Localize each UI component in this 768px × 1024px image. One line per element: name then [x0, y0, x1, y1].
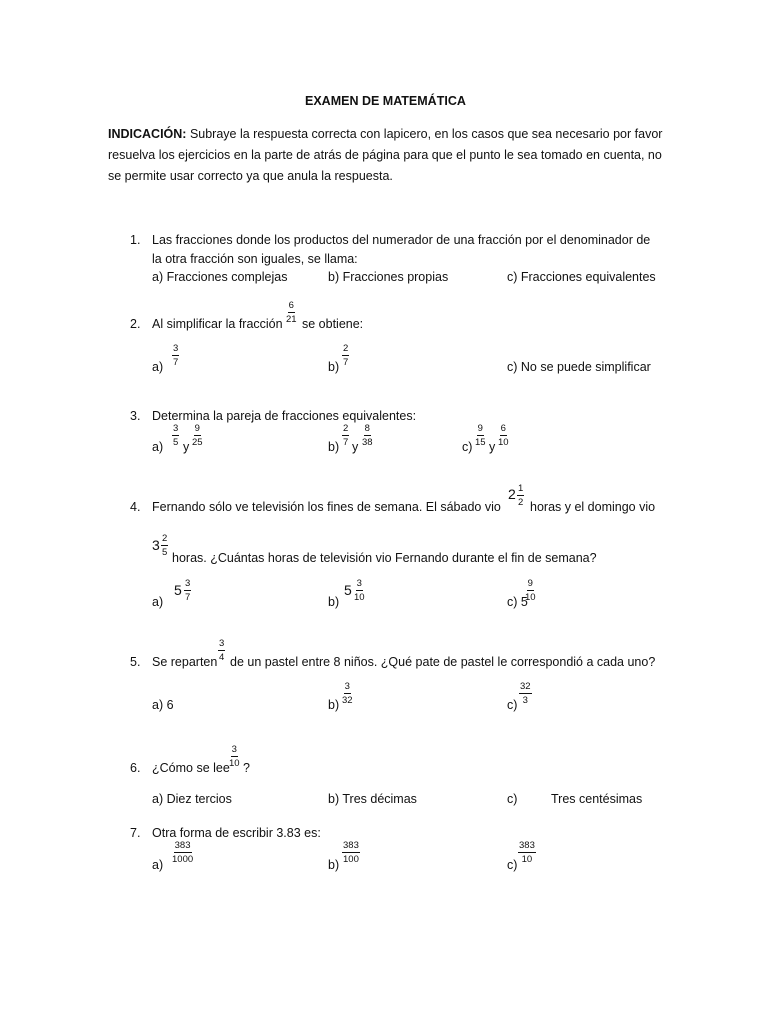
question-text: ? [243, 761, 250, 775]
question-text: de un pastel entre 8 niños. ¿Qué pate de pastel le correspondió a cada uno? [230, 655, 656, 669]
option-c: c) [507, 698, 518, 712]
option-b: b) Tres décimas [328, 792, 417, 806]
option-a: a) [152, 360, 164, 374]
fraction: $\frac{1}{2}$ [518, 483, 524, 508]
option-a: a) 6 [152, 698, 174, 712]
mixed-whole: 3 [152, 537, 160, 553]
fraction: $\frac{2}{7}$ [343, 343, 349, 368]
question-text: ¿Cómo se lee [152, 761, 230, 775]
option-a: a) [152, 440, 164, 454]
fraction: $\frac{6}{10}$ [498, 423, 509, 448]
option-b: b) [328, 858, 340, 872]
option-c: c) [507, 792, 518, 806]
question-text: horas y el domingo vio [530, 500, 656, 514]
fraction: $\frac{2}{5}$ [162, 533, 168, 558]
fraction: $\frac{9}{25}$ [192, 423, 203, 448]
option-a: a) Fracciones complejas [152, 270, 288, 284]
option-b: b) [328, 698, 340, 712]
option-b: b) Fracciones propias [328, 270, 449, 284]
instruction-label: INDICACIÓN: [108, 127, 187, 141]
question-text: Se reparten [152, 655, 218, 669]
option-a: a) [152, 595, 164, 609]
question-number: 5. [130, 655, 141, 669]
fraction: $\frac{32}{3}$ [520, 681, 531, 706]
separator: y [489, 440, 496, 454]
fraction: $\frac{3}{4}$ [219, 638, 225, 663]
question-number: 2. [130, 317, 141, 331]
question-text: se obtiene: [302, 317, 364, 331]
mixed-whole: 2 [508, 486, 516, 502]
fraction: $\frac{9}{15}$ [475, 423, 486, 448]
separator: y [183, 440, 190, 454]
fraction: $\frac{383}{1000}$ [172, 840, 194, 865]
option-a: a) Diez tercios [152, 792, 232, 806]
question-number: 1. [130, 233, 141, 247]
question-text: Las fracciones donde los productos del numerador de una fracción por el denominador de [152, 233, 651, 247]
fraction: $\frac{8}{38}$ [362, 423, 373, 448]
question-text: Al simplificar la fracción [152, 317, 283, 331]
fraction: $\frac{3}{32}$ [342, 681, 353, 706]
option-c: c) Fracciones equivalentes [507, 270, 656, 284]
option-a: a) [152, 858, 164, 872]
mixed-whole: 5 [174, 582, 182, 598]
fraction: $\frac{3}{7}$ [173, 343, 179, 368]
question-number: 7. [130, 826, 141, 840]
mixed-whole: 5 [344, 582, 352, 598]
instruction-text: Subraye la respuesta correcta con lapicero, en los casos que sea necesario por favor resuelva los ejercicios en la parte de atrás de página para que el punto le sea tomado en cuenta, no se permite usar correcto ya que anula la respuesta. [108, 127, 663, 183]
fraction: $\frac{383}{100}$ [343, 840, 359, 865]
fraction: $\frac{383}{10}$ [519, 840, 535, 865]
question-text: horas. ¿Cuántas horas de televisión vio Fernando durante el fin de semana? [172, 551, 597, 565]
option-b: b) [328, 440, 340, 454]
question-number: 6. [130, 761, 141, 775]
fraction: $\frac{3}{10}$ [229, 744, 240, 769]
instruction [108, 124, 663, 187]
question-text: la otra fracción son iguales, se llama: [152, 252, 358, 266]
option-c: c) [462, 440, 473, 454]
option-b: b) [328, 595, 340, 609]
question-number: 3. [130, 409, 141, 423]
fraction: $\frac{3}{5}$ [173, 423, 179, 448]
option-c: c) No se puede simplificar [507, 360, 651, 374]
fraction: $\frac{6}{21}$ [286, 300, 297, 325]
question-text: Fernando sólo ve televisión los fines de semana. El sábado vio [152, 500, 501, 514]
option-c: c) [507, 858, 518, 872]
option-c-text: Tres centésimas [551, 792, 643, 806]
page-title: EXAMEN DE MATEMÁTICA [305, 94, 466, 108]
option-b: b) [328, 360, 340, 374]
fraction: $\frac{3}{7}$ [185, 578, 191, 603]
question-text: Otra forma de escribir 3.83 es: [152, 826, 321, 840]
fraction: $\frac{9}{10}$ [525, 578, 536, 603]
fraction: $\frac{2}{7}$ [343, 423, 349, 448]
separator: y [352, 440, 359, 454]
fraction: $\frac{3}{10}$ [354, 578, 365, 603]
question-number: 4. [130, 500, 141, 514]
option-c: c) 5 [507, 595, 528, 609]
question-text: Determina la pareja de fracciones equivalentes: [152, 409, 417, 423]
